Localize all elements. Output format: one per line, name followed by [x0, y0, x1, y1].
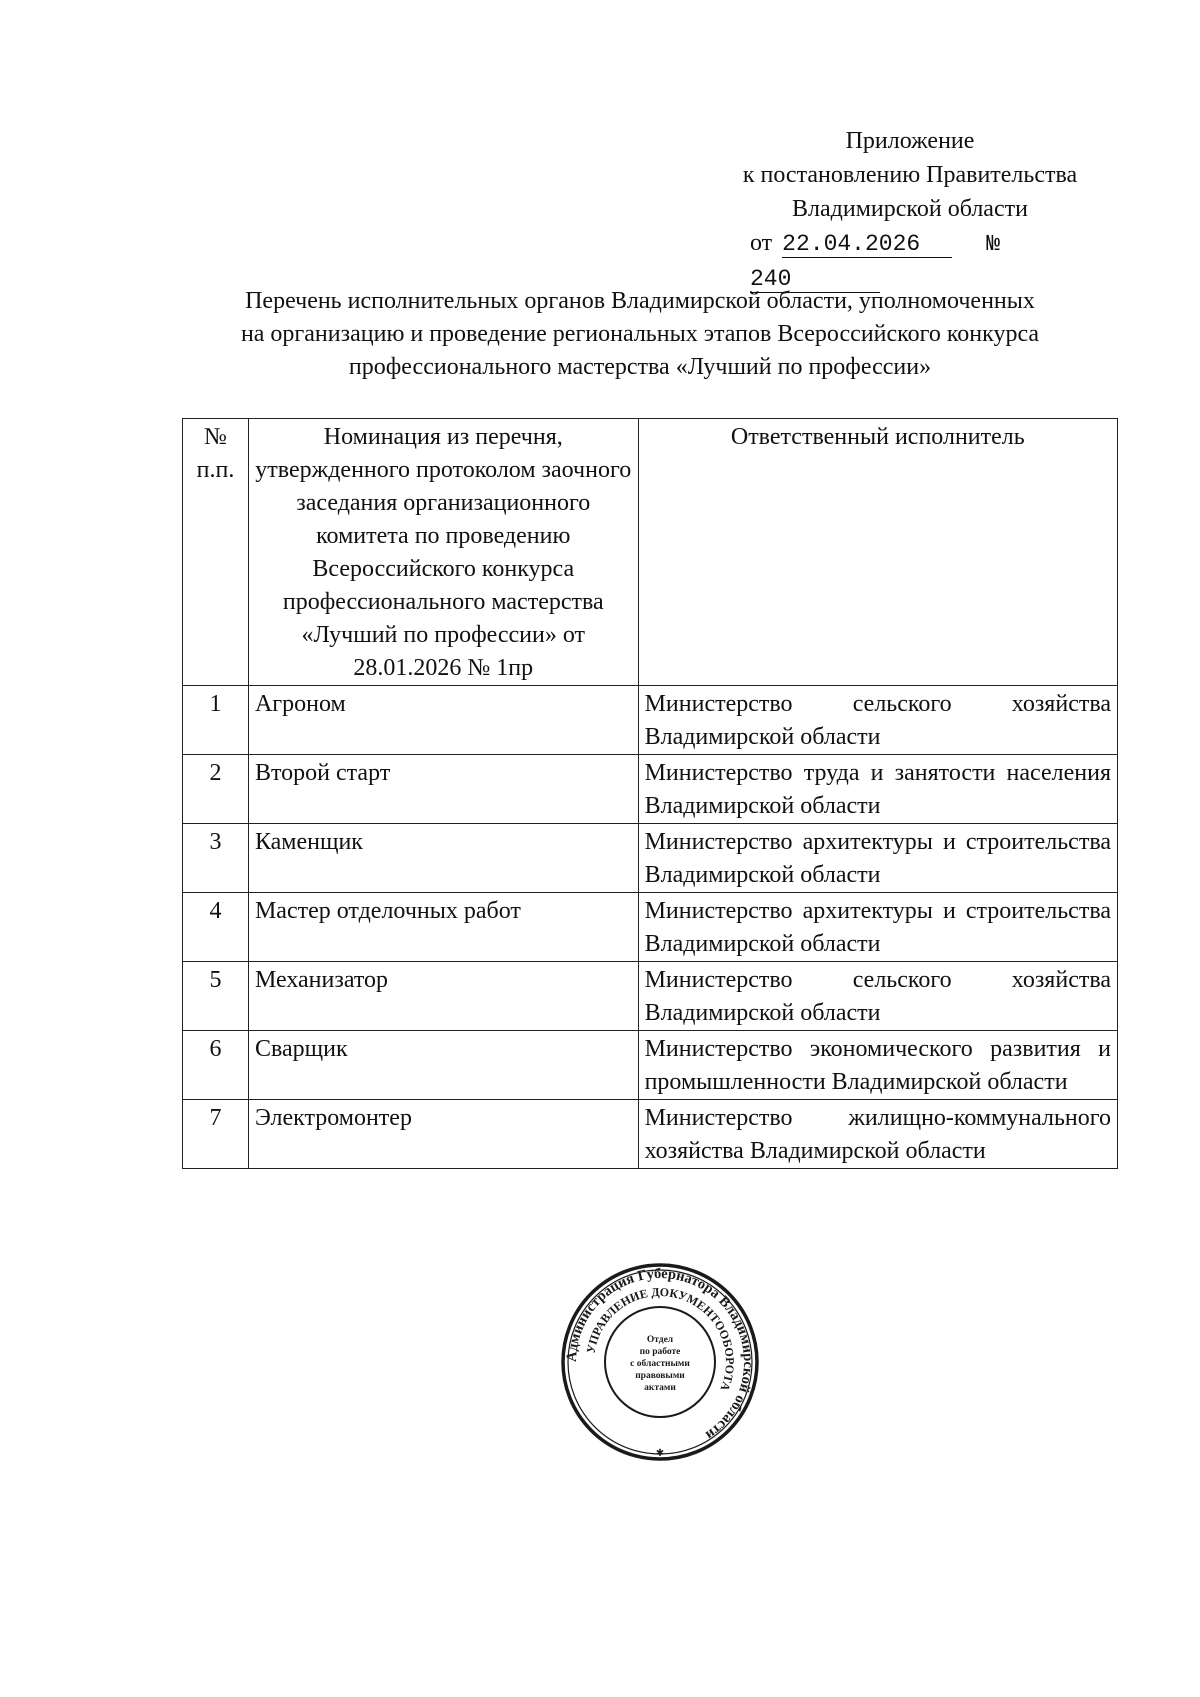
row-executor: Министерство жилищно-коммунального хозяйства Владимирской области [638, 1100, 1117, 1169]
document-title [170, 285, 1110, 384]
row-nomination: Второй старт [248, 755, 638, 824]
header-executor: Ответственный исполнитель [638, 419, 1117, 686]
row-nomination: Каменщик [248, 824, 638, 893]
seal-outer-text: Администрация Губернатора Владимирской области [563, 1265, 757, 1444]
date-prefix: от [750, 230, 773, 256]
seal-center-line-4: правовыми [635, 1371, 685, 1381]
row-number: 3 [183, 824, 249, 893]
number-label: № [986, 231, 1000, 257]
seal-star-icon: ✱ [655, 1448, 665, 1459]
row-nomination: Мастер отделочных работ [248, 893, 638, 962]
row-number: 4 [183, 893, 249, 962]
row-number: 5 [183, 962, 249, 1031]
title-line-1: Перечень исполнительных органов Владимирской области, уполномоченных [245, 288, 1035, 314]
title-line-2: на организацию и проведение региональных этапов Всероссийского конкурса [240, 321, 1040, 347]
header-number: № п.п. [183, 419, 249, 686]
row-number: 6 [183, 1031, 249, 1100]
table-row [183, 824, 1118, 893]
row-nomination: Механизатор [248, 962, 638, 1031]
row-executor: Министерство архитектуры и строительства Владимирской области [638, 824, 1117, 893]
row-nomination: Электромонтер [248, 1100, 638, 1169]
seal-inner-ring-text: УПРАВЛЕНИЕ ДОКУМЕНТООБОРОТА [583, 1284, 738, 1393]
row-executor: Министерство экономического развития и промышленности Владимирской области [638, 1031, 1117, 1100]
table-row [183, 962, 1118, 1031]
table-header-row [183, 419, 1118, 686]
table-row [183, 686, 1118, 755]
seal-center-line-1: Отдел [646, 1335, 674, 1345]
table-row [183, 1100, 1118, 1169]
table-row [183, 1031, 1118, 1100]
appendix-region: Владимирской области [792, 196, 1028, 222]
row-executor: Министерство архитектуры и строительства Владимирской области [638, 893, 1117, 962]
row-executor: Министерство сельского хозяйства Владимирской области [638, 686, 1117, 755]
resolution-date: 22.04.2026 [782, 231, 952, 258]
seal-center-line-5: актами [644, 1383, 676, 1393]
resolution-number: 240 [750, 266, 880, 293]
appendix-header [700, 124, 1120, 295]
row-number: 2 [183, 755, 249, 824]
row-executor: Министерство сельского хозяйства Владимирской области [638, 962, 1117, 1031]
title-line-3: профессионального мастерства «Лучший по профессии» [348, 354, 932, 380]
executors-table [182, 418, 1118, 1169]
appendix-label: Приложение [845, 128, 975, 154]
row-nomination: Агроном [248, 686, 638, 755]
appendix-resolution-ref: к постановлению Правительства [742, 162, 1078, 188]
table-row [183, 893, 1118, 962]
header-nomination: Номинация из перечня, утвержденного протоколом заочного заседания организационного комитета по проведению Всероссийского конкурса профессионального мастерства «Лучший по профессии» от 28.01.2026 № 1пр [248, 419, 638, 686]
official-seal [560, 1262, 760, 1462]
row-number: 7 [183, 1100, 249, 1169]
row-nomination: Сварщик [248, 1031, 638, 1100]
row-executor: Министерство труда и занятости населения Владимирской области [638, 755, 1117, 824]
row-number: 1 [183, 686, 249, 755]
seal-center-line-2: по работе [639, 1347, 681, 1357]
seal-center-line-3: с областными [630, 1359, 690, 1369]
table-row [183, 755, 1118, 824]
